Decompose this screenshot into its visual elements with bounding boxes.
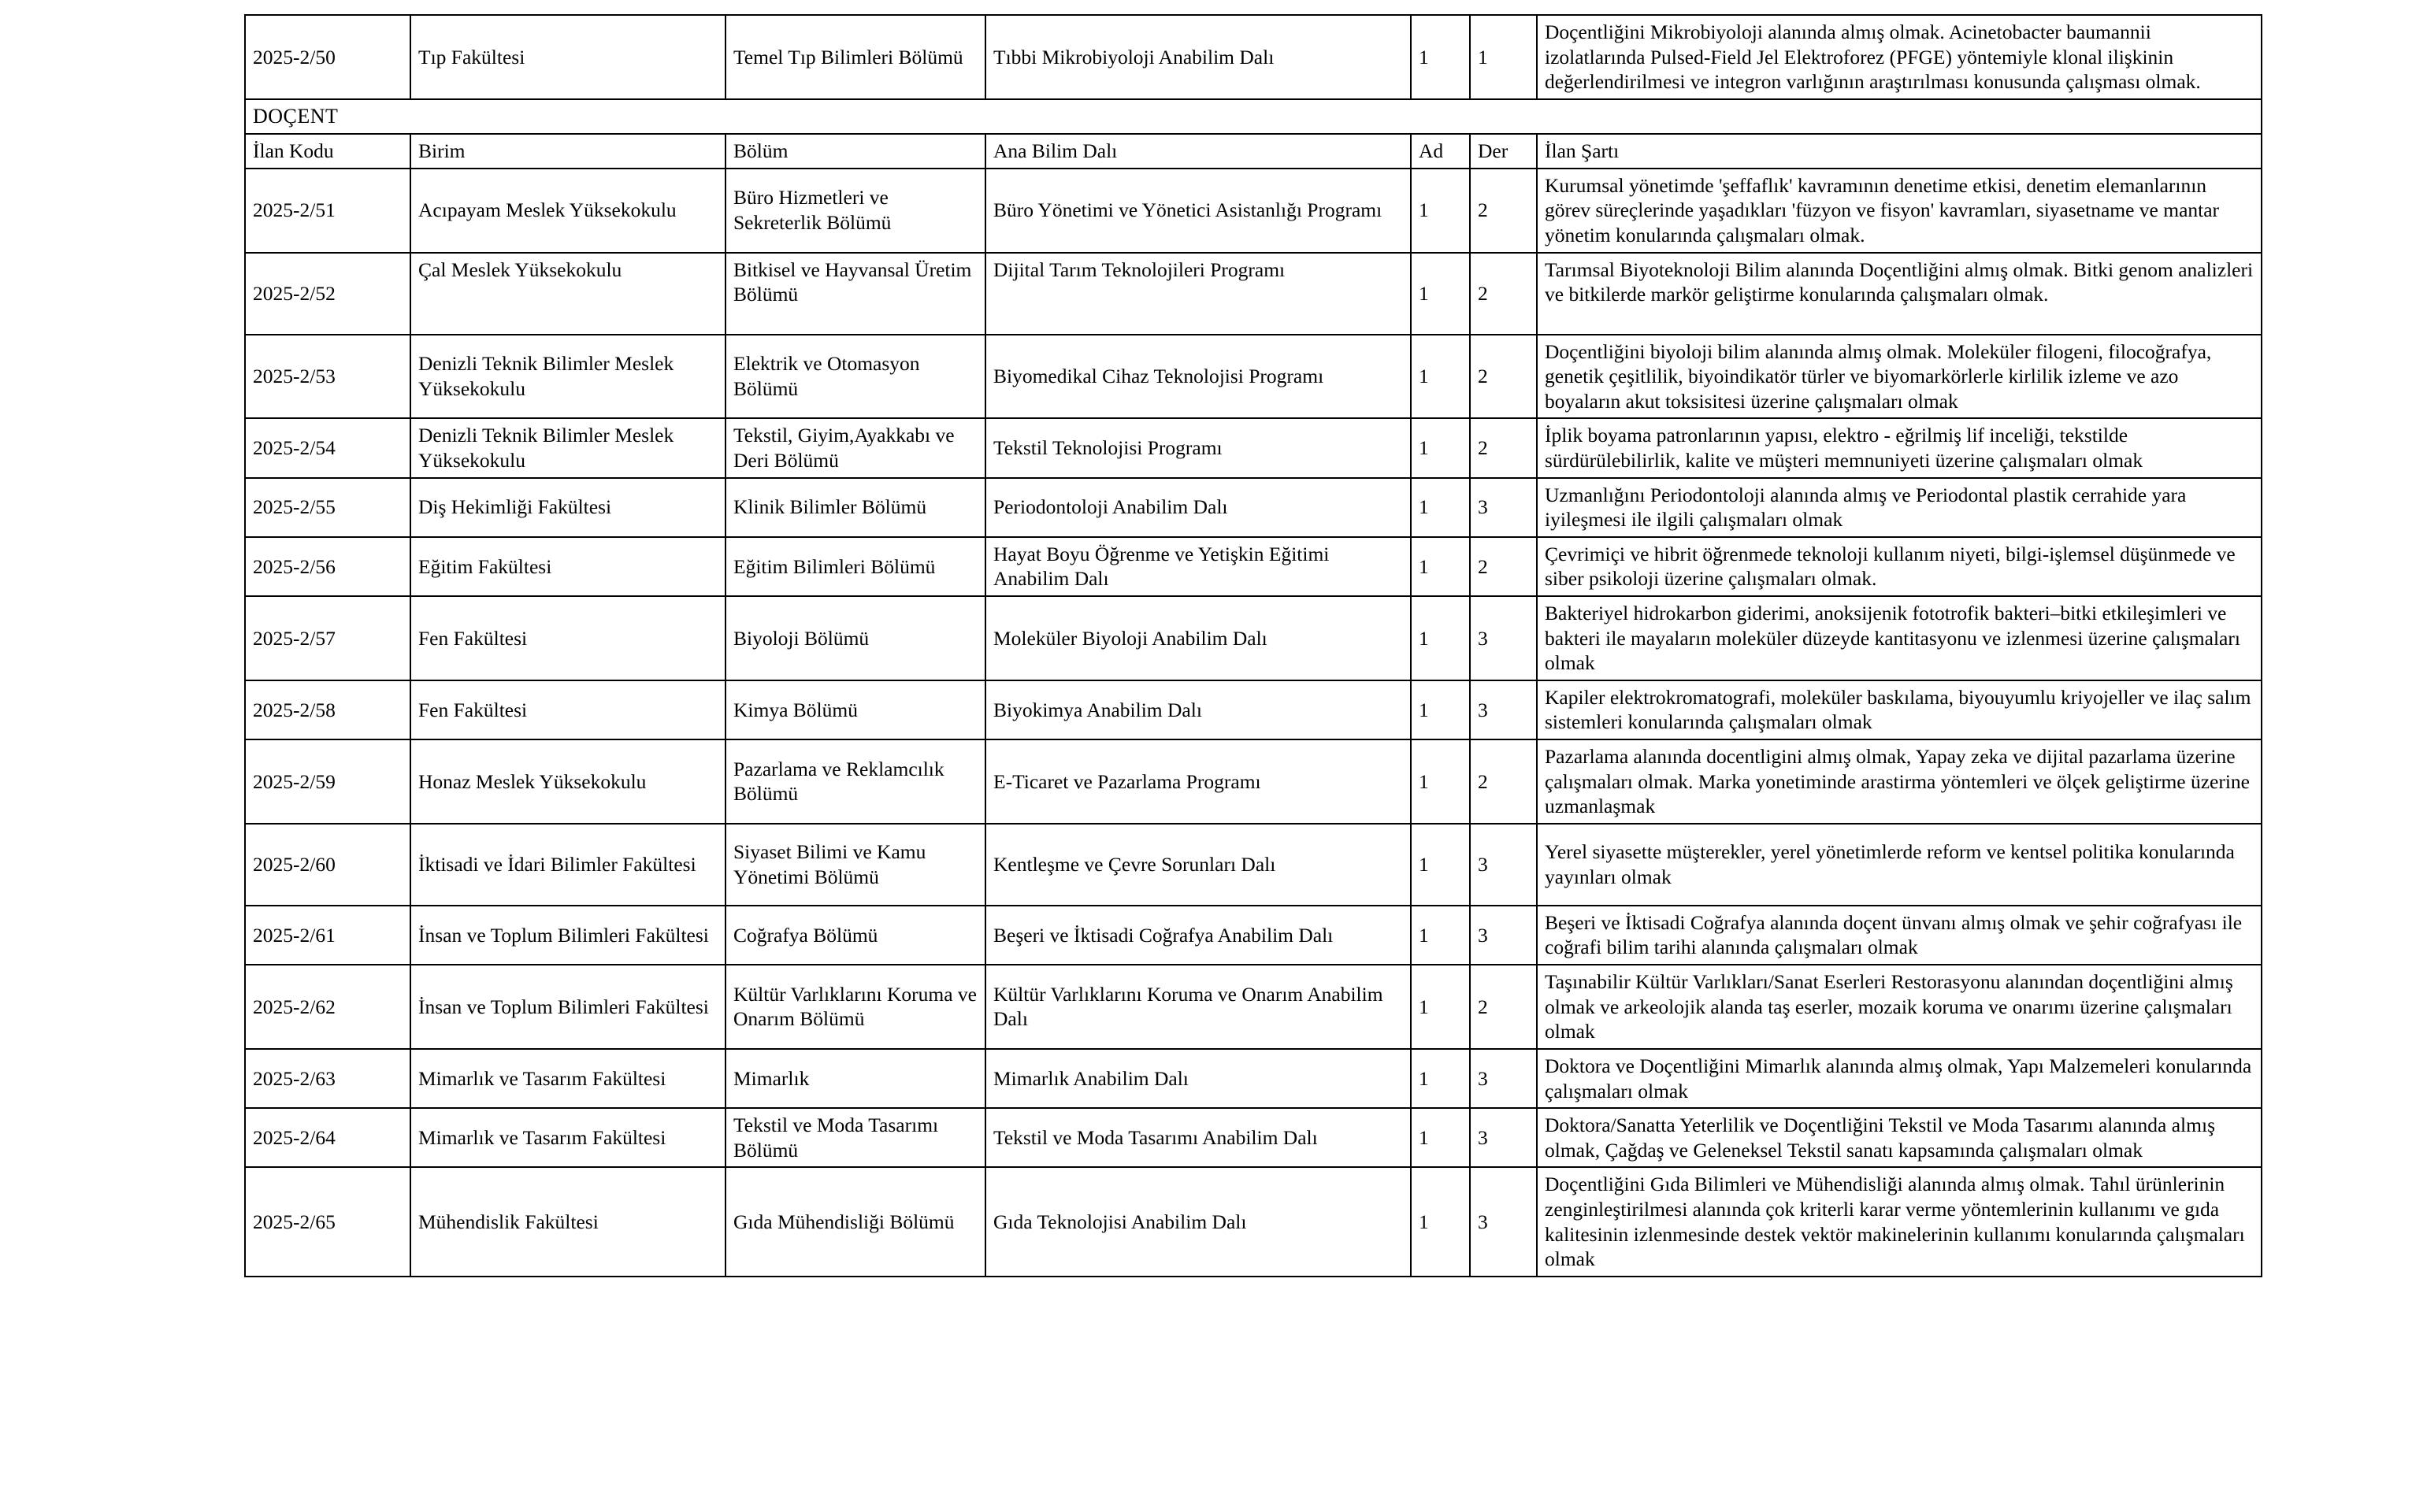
cell-birim: Fen Fakültesi	[410, 596, 726, 680]
cell-der: 3	[1470, 1049, 1537, 1108]
cell-ilan-sarti: Kapiler elektrokromatografi, moleküler baskılama, biyouyumlu kriyojeller ve ilaç salım sistemleri konularında çalışmaları olmak	[1537, 680, 2262, 739]
table-header-row	[245, 134, 2262, 169]
cell-birim: Mimarlık ve Tasarım Fakültesi	[410, 1049, 726, 1108]
cell-der: 2	[1470, 253, 1537, 335]
cell-der: 3	[1470, 1167, 1537, 1276]
cell-bolum: Bitkisel ve Hayvansal Üretim Bölümü	[726, 253, 985, 335]
cell-birim: İnsan ve Toplum Bilimleri Fakültesi	[410, 906, 726, 965]
cell-der: 2	[1470, 418, 1537, 477]
cell-der: 3	[1470, 824, 1537, 906]
cell-bolum: Gıda Mühendisliği Bölümü	[726, 1167, 985, 1276]
cell-ilan-sarti: İplik boyama patronlarının yapısı, elektro - eğrilmiş lif inceliği, tekstilde sürdürülebilirlik, kalite ve müşteri memnuniyeti üzerine çalışmaları olmak	[1537, 418, 2262, 477]
cell-birim: İktisadi ve İdari Bilimler Fakültesi	[410, 824, 726, 906]
cell-ilan-kodu: 2025-2/51	[245, 169, 410, 253]
cell-ad: 1	[1411, 335, 1470, 419]
table-row	[245, 15, 2262, 99]
table-row	[245, 537, 2262, 596]
cell-anabilim-dali: Mimarlık Anabilim Dalı	[985, 1049, 1411, 1108]
cell-ilan-kodu: 2025-2/52	[245, 253, 410, 335]
cell-ilan-sarti: Yerel siyasette müşterekler, yerel yönetimlerde reform ve kentsel politika konularında yayınları olmak	[1537, 824, 2262, 906]
column-header-birim: Birim	[410, 134, 726, 169]
table-row	[245, 1167, 2262, 1276]
cell-birim: Eğitim Fakültesi	[410, 537, 726, 596]
table-row	[245, 335, 2262, 419]
cell-ad: 1	[1411, 1167, 1470, 1276]
cell-ilan-kodu: 2025-2/56	[245, 537, 410, 596]
table-row	[245, 680, 2262, 739]
cell-ilan-kodu: 2025-2/62	[245, 965, 410, 1049]
table-row	[245, 418, 2262, 477]
cell-ad: 1	[1411, 680, 1470, 739]
cell-ad: 1	[1411, 253, 1470, 335]
cell-anabilim-dali: Kültür Varlıklarını Koruma ve Onarım Anabilim Dalı	[985, 965, 1411, 1049]
table-row	[245, 596, 2262, 680]
cell-birim: Honaz Meslek Yüksekokulu	[410, 739, 726, 824]
cell-der: 1	[1470, 15, 1537, 99]
cell-ilan-sarti: Uzmanlığını Periodontoloji alanında almış ve Periodontal plastik cerrahide yara iyileşmesi ile ilgili çalışmaları olmak	[1537, 478, 2262, 537]
cell-birim: Fen Fakültesi	[410, 680, 726, 739]
cell-anabilim-dali: Biyomedikal Cihaz Teknolojisi Programı	[985, 335, 1411, 419]
cell-birim: Acıpayam Meslek Yüksekokulu	[410, 169, 726, 253]
cell-bolum: Elektrik ve Otomasyon Bölümü	[726, 335, 985, 419]
cell-ilan-sarti: Taşınabilir Kültür Varlıkları/Sanat Eserleri Restorasyonu alanından doçentliğini almış olmak ve arkeolojik alanda taş eserler, mozaik koruma ve onarımı üzerine çalışmaları olmak	[1537, 965, 2262, 1049]
cell-ilan-sarti: Tarımsal Biyoteknoloji Bilim alanında Doçentliğini almış olmak. Bitki genom analizleri ve bitkilerde markör geliştirme konularında çalışmaları olmak.	[1537, 253, 2262, 335]
cell-birim: Çal Meslek Yüksekokulu	[410, 253, 726, 335]
cell-anabilim-dali: Hayat Boyu Öğrenme ve Yetişkin Eğitimi Anabilim Dalı	[985, 537, 1411, 596]
cell-ilan-kodu: 2025-2/54	[245, 418, 410, 477]
cell-bolum: Büro Hizmetleri ve Sekreterlik Bölümü	[726, 169, 985, 253]
cell-ilan-kodu: 2025-2/58	[245, 680, 410, 739]
cell-birim: Diş Hekimliği Fakültesi	[410, 478, 726, 537]
table-row	[245, 1108, 2262, 1167]
cell-ilan-sarti: Bakteriyel hidrokarbon giderimi, anoksijenik fototrofik bakteri–bitki etkileşimleri ve bakteri ile mayaların moleküler düzeyde kantitasyonu ve izlenmesi üzerine çalışmaları olmak	[1537, 596, 2262, 680]
cell-anabilim-dali: Moleküler Biyoloji Anabilim Dalı	[985, 596, 1411, 680]
cell-anabilim-dali: Dijital Tarım Teknolojileri Programı	[985, 253, 1411, 335]
cell-bolum: Coğrafya Bölümü	[726, 906, 985, 965]
table-row	[245, 739, 2262, 824]
cell-anabilim-dali: Gıda Teknolojisi Anabilim Dalı	[985, 1167, 1411, 1276]
cell-ilan-sarti: Doktora/Sanatta Yeterlilik ve Doçentliğini Tekstil ve Moda Tasarımı alanında almış olmak, Çağdaş ve Geleneksel Tekstil sanatı kapsamında çalışmaları olmak	[1537, 1108, 2262, 1167]
cell-der: 2	[1470, 739, 1537, 824]
cell-bolum: Siyaset Bilimi ve Kamu Yönetimi Bölümü	[726, 824, 985, 906]
cell-anabilim-dali: Kentleşme ve Çevre Sorunları Dalı	[985, 824, 1411, 906]
cell-der: 3	[1470, 1108, 1537, 1167]
cell-ilan-sarti: Doçentliğini Mikrobiyoloji alanında almış olmak. Acinetobacter baumannii izolatlarında Pulsed-Field Jel Elektroforez (PFGE) yöntemiyle klonal ilişkinin değerlendirilmesi ve integron varlığının araştırılması konusunda çalışması olmak.	[1537, 15, 2262, 99]
cell-bolum: Mimarlık	[726, 1049, 985, 1108]
cell-der: 3	[1470, 906, 1537, 965]
column-header-ad: Ad	[1411, 134, 1470, 169]
cell-ilan-sarti: Pazarlama alanında docentligini almış olmak, Yapay zeka ve dijital pazarlama üzerine çalışmaları olmak. Marka yonetiminde arastirma yöntemleri ve ölçek geliştirme üzerine uzmanlaşmak	[1537, 739, 2262, 824]
cell-anabilim-dali: Tekstil Teknolojisi Programı	[985, 418, 1411, 477]
cell-der: 2	[1470, 169, 1537, 253]
cell-anabilim-dali: Biyokimya Anabilim Dalı	[985, 680, 1411, 739]
cell-ad: 1	[1411, 478, 1470, 537]
cell-anabilim-dali: Tıbbi Mikrobiyoloji Anabilim Dalı	[985, 15, 1411, 99]
column-header-ilan-sarti: İlan Şartı	[1537, 134, 2262, 169]
cell-anabilim-dali: Periodontoloji Anabilim Dalı	[985, 478, 1411, 537]
cell-bolum: Pazarlama ve Reklamcılık Bölümü	[726, 739, 985, 824]
cell-birim: Tıp Fakültesi	[410, 15, 726, 99]
table-row	[245, 906, 2262, 965]
cell-birim: Mühendislik Fakültesi	[410, 1167, 726, 1276]
cell-ilan-sarti: Doktora ve Doçentliğini Mimarlık alanında almış olmak, Yapı Malzemeleri konularında çalışmaları olmak	[1537, 1049, 2262, 1108]
cell-bolum: Tekstil ve Moda Tasarımı Bölümü	[726, 1108, 985, 1167]
cell-der: 3	[1470, 478, 1537, 537]
table-row	[245, 253, 2262, 335]
cell-ilan-kodu: 2025-2/63	[245, 1049, 410, 1108]
cell-ilan-kodu: 2025-2/61	[245, 906, 410, 965]
section-title-docent: DOÇENT	[245, 99, 2262, 134]
cell-ad: 1	[1411, 537, 1470, 596]
table-row	[245, 1049, 2262, 1108]
cell-ad: 1	[1411, 1049, 1470, 1108]
cell-bolum: Kimya Bölümü	[726, 680, 985, 739]
cell-anabilim-dali: Büro Yönetimi ve Yönetici Asistanlığı Programı	[985, 169, 1411, 253]
cell-der: 2	[1470, 335, 1537, 419]
cell-ilan-kodu: 2025-2/57	[245, 596, 410, 680]
section-header-row	[245, 99, 2262, 134]
column-header-der: Der	[1470, 134, 1537, 169]
cell-bolum: Klinik Bilimler Bölümü	[726, 478, 985, 537]
cell-ilan-kodu: 2025-2/53	[245, 335, 410, 419]
table-row	[245, 824, 2262, 906]
cell-ad: 1	[1411, 1108, 1470, 1167]
cell-bolum: Biyoloji Bölümü	[726, 596, 985, 680]
table-row	[245, 965, 2262, 1049]
cell-anabilim-dali: Beşeri ve İktisadi Coğrafya Anabilim Dalı	[985, 906, 1411, 965]
academic-positions-table	[244, 14, 2262, 1277]
cell-birim: İnsan ve Toplum Bilimleri Fakültesi	[410, 965, 726, 1049]
cell-ad: 1	[1411, 906, 1470, 965]
cell-ad: 1	[1411, 15, 1470, 99]
cell-ilan-kodu: 2025-2/50	[245, 15, 410, 99]
cell-ilan-sarti: Doçentliğini Gıda Bilimleri ve Mühendisliği alanında almış olmak. Tahıl ürünlerinin zenginleştirilmesi alanında çok kriterli karar verme yöntemlerinin kullanımı ve gıda kalitesinin izlenmesinde destek vektör makinelerinin kullanımı konularında çalışmaları olmak	[1537, 1167, 2262, 1276]
cell-ilan-sarti: Doçentliğini biyoloji bilim alanında almış olmak. Moleküler filogeni, filocoğrafya, genetik çeşitlilik, biyoindikatör türler ve biyomarkörlerle kirlilik izleme ve azo boyaların akut toksisitesi üzerine çalışmaları olmak	[1537, 335, 2262, 419]
cell-ad: 1	[1411, 418, 1470, 477]
cell-ad: 1	[1411, 739, 1470, 824]
cell-ilan-sarti: Kurumsal yönetimde 'şeffaflık' kavramının denetime etkisi, denetim elemanlarının görev süreçlerinde yaşadıkları 'füzyon ve fisyon' kavramları, siyasetname ve mantar yönetim konularında çalışmaları olmak.	[1537, 169, 2262, 253]
cell-birim: Denizli Teknik Bilimler Meslek Yüksekokulu	[410, 335, 726, 419]
cell-ilan-kodu: 2025-2/64	[245, 1108, 410, 1167]
cell-ilan-kodu: 2025-2/55	[245, 478, 410, 537]
column-header-anabilim-dali: Ana Bilim Dalı	[985, 134, 1411, 169]
cell-der: 2	[1470, 537, 1537, 596]
cell-ilan-kodu: 2025-2/65	[245, 1167, 410, 1276]
cell-bolum: Kültür Varlıklarını Koruma ve Onarım Bölümü	[726, 965, 985, 1049]
cell-ilan-sarti: Çevrimiçi ve hibrit öğrenmede teknoloji kullanım niyeti, bilgi-işlemsel düşünmede ve siber psikoloji üzerine çalışmaları olmak.	[1537, 537, 2262, 596]
table-row	[245, 169, 2262, 253]
cell-der: 3	[1470, 596, 1537, 680]
column-header-bolum: Bölüm	[726, 134, 985, 169]
cell-birim: Denizli Teknik Bilimler Meslek Yüksekokulu	[410, 418, 726, 477]
cell-ilan-sarti: Beşeri ve İktisadi Coğrafya alanında doçent ünvanı almış olmak ve şehir coğrafyası ile coğrafi bilim tarihi alanında çalışmaları olmak	[1537, 906, 2262, 965]
cell-bolum: Tekstil, Giyim,Ayakkabı ve Deri Bölümü	[726, 418, 985, 477]
cell-der: 2	[1470, 965, 1537, 1049]
cell-anabilim-dali: E-Ticaret ve Pazarlama Programı	[985, 739, 1411, 824]
cell-anabilim-dali: Tekstil ve Moda Tasarımı Anabilim Dalı	[985, 1108, 1411, 1167]
table-row	[245, 478, 2262, 537]
column-header-ilan-kodu: İlan Kodu	[245, 134, 410, 169]
cell-ad: 1	[1411, 169, 1470, 253]
cell-birim: Mimarlık ve Tasarım Fakültesi	[410, 1108, 726, 1167]
cell-ad: 1	[1411, 824, 1470, 906]
cell-ad: 1	[1411, 965, 1470, 1049]
cell-ilan-kodu: 2025-2/59	[245, 739, 410, 824]
cell-der: 3	[1470, 680, 1537, 739]
cell-ad: 1	[1411, 596, 1470, 680]
cell-bolum: Temel Tıp Bilimleri Bölümü	[726, 15, 985, 99]
cell-bolum: Eğitim Bilimleri Bölümü	[726, 537, 985, 596]
cell-ilan-kodu: 2025-2/60	[245, 824, 410, 906]
